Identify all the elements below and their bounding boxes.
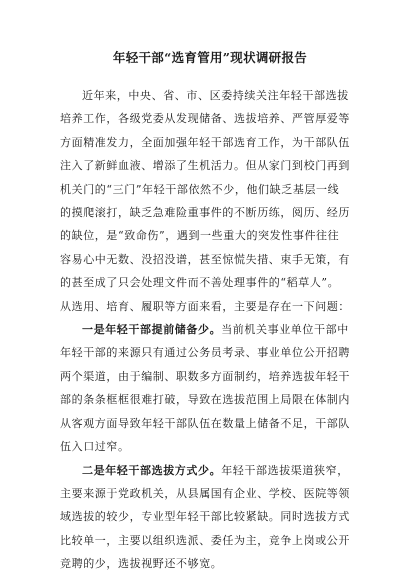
section-two-line: 比较单一，主要以组织选派、委任为主，竞争上岗或公开	[60, 533, 350, 547]
section-one-heading: 一是年轻干部提前储备少。	[82, 323, 222, 337]
section-two-heading: 二是年轻干部选拔方式少。	[82, 463, 222, 477]
section-one-line: 两个渠道，由于编制、职数多方面制约，培养选拔年轻干	[60, 369, 350, 383]
intro-line: 从选用、培育、履职等方面来看，主要是存在一下问题：	[60, 299, 350, 313]
section-two-line: 域选拔的较少，专业型年轻干部比较紧缺。同时选拔方式	[60, 510, 350, 524]
section-two-line: 主要来源于党政机关，从县属国有企业、学校、医院等领	[60, 486, 350, 500]
section-one-paragraph	[60, 318, 360, 458]
section-two-paragraph	[60, 459, 360, 576]
section-one-first-text: 当前机关事业单位干部中	[221, 323, 349, 337]
section-two-line: 竞聘的少，选拔视野还不够宽。	[60, 557, 223, 571]
intro-line: 容易心中无数、没招没谱，甚至惊慌失措、束手无策，有	[60, 252, 350, 266]
intro-line: 近年来，中央、省、市、区委持续关注年轻干部选拔	[82, 89, 349, 102]
intro-line: 的缺位，是“致命伤”，遇到一些重大的突发性事件往往	[60, 229, 340, 243]
section-two-first-text: 年轻干部选拔渠道狭窄，	[221, 463, 349, 477]
section-one-line: 部的条条框框很难打破，导致在选拔范围上局限在体制内	[60, 393, 350, 407]
section-one-line: 伍入口过窄。	[60, 440, 130, 454]
intro-line: 方面精准发力，全面加强年轻干部选育工作，为干部队伍	[60, 135, 350, 149]
section-one-first-line	[60, 318, 360, 341]
intro-line: 的甚至成了只会处理文件而不善处理事件的“稻草人”。	[60, 276, 340, 290]
intro-line: 机关门的“三门”年轻干部依然不少，他们缺乏基层一线	[60, 182, 340, 196]
section-one-line: 年轻干部的来源只有通过公务员考录、事业单位公开招聘	[60, 346, 350, 360]
section-one-line: 从客观方面导致年轻干部队伍在数量上储备不足，干部队	[60, 416, 350, 430]
section-two-first-line	[60, 459, 360, 482]
document-title: 年轻干部“选育管用”现状调研报告	[112, 50, 308, 65]
intro-line: 培养工作，各级党委从发现储备、选拔培养、严管厚爱等	[60, 112, 350, 126]
intro-line: 注入了新鲜血液、增添了生机活力。但从家门到校门再到	[60, 159, 350, 173]
intro-paragraph	[60, 84, 360, 318]
intro-line: 的摸爬滚打，缺乏急难险重事件的不断历练，阅历、经历	[60, 206, 350, 220]
